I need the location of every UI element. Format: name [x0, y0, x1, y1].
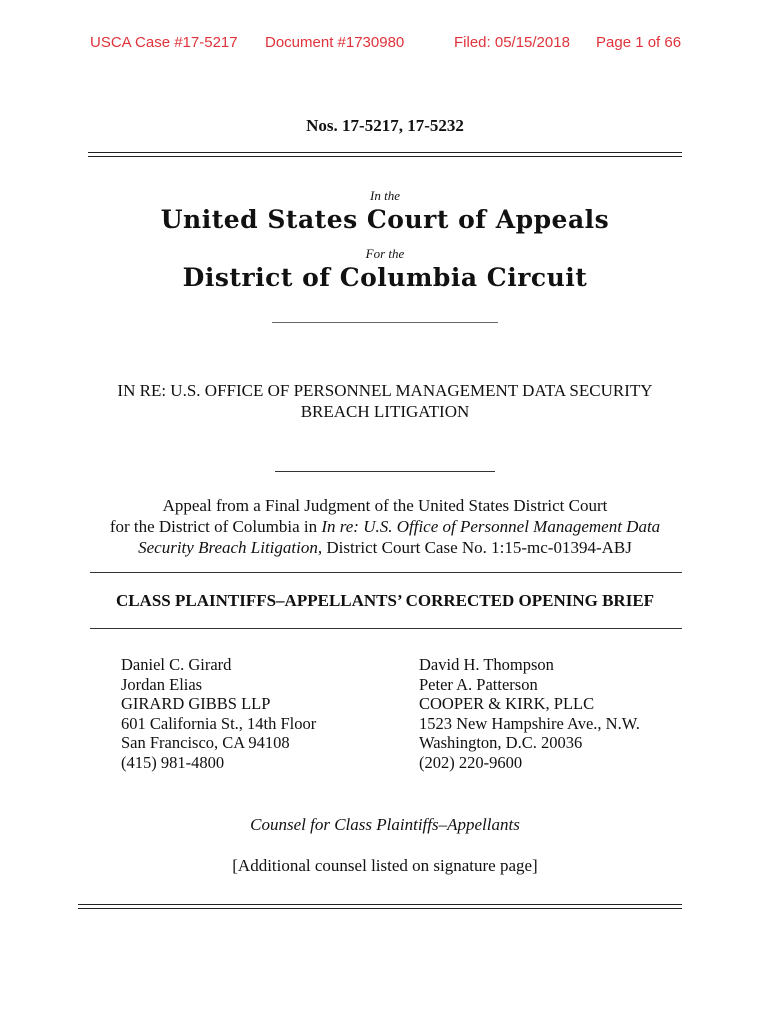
counsel-right-line: (202) 220-9600 — [419, 752, 523, 772]
filed-date-header: Filed: 05/15/2018 — [454, 34, 570, 51]
counsel-left-line: (415) 981-4800 — [121, 752, 225, 772]
appeal-statement — [0, 495, 770, 558]
in-the-label: In the — [370, 188, 400, 203]
additional-counsel-note: [Additional counsel listed on signature page] — [232, 856, 538, 875]
counsel-left-line: 601 California St., 14th Floor — [121, 713, 317, 733]
court-name: United States Court of Appeals — [160, 205, 610, 234]
counsel-for: Counsel for Class Plaintiffs–Appellants — [250, 815, 520, 834]
counsel-block-right — [419, 655, 640, 772]
brief-title-bottom-rule — [90, 628, 682, 629]
counsel-right-line: David H. Thompson — [419, 655, 554, 674]
case-number-header: USCA Case #17-5217 — [90, 34, 238, 51]
counsel-right-line: 1523 New Hampshire Ave., N.W. — [419, 713, 640, 733]
bottom-double-rule — [78, 904, 682, 909]
appeal-line-2: for the District of Columbia in In re: U.S. Office of Personnel Management Data — [109, 517, 661, 536]
case-numbers: Nos. 17-5217, 17-5232 — [306, 116, 464, 135]
counsel-left-line: San Francisco, CA 94108 — [121, 733, 290, 752]
circuit-name: District of Columbia Circuit — [182, 263, 588, 292]
caption-line-1: IN RE: U.S. OFFICE OF PERSONNEL MANAGEMENT DATA SECURITY — [117, 381, 653, 400]
counsel-right-line: Peter A. Patterson — [419, 674, 538, 694]
for-the-label: For the — [365, 246, 405, 261]
caption-underline — [275, 471, 495, 472]
page-count-header: Page 1 of 66 — [596, 34, 682, 51]
counsel-left-line: Jordan Elias — [121, 674, 203, 694]
counsel-block-left — [121, 655, 316, 772]
court-underline — [272, 322, 498, 323]
document-number-header: Document #1730980 — [265, 34, 405, 51]
top-double-rule — [88, 152, 682, 157]
brief-title: CLASS PLAINTIFFS–APPELLANTS’ CORRECTED OPENING BRIEF — [115, 591, 655, 610]
counsel-left-line: GIRARD GIBBS LLP — [121, 694, 271, 713]
counsel-left-line: Daniel C. Girard — [121, 655, 232, 674]
counsel-right-line: COOPER & KIRK, PLLC — [419, 694, 595, 713]
brief-title-top-rule — [90, 572, 682, 573]
counsel-right-line: Washington, D.C. 20036 — [419, 733, 583, 752]
appeal-line-1: Appeal from a Final Judgment of the United States District Court — [162, 496, 608, 515]
appeal-line-3: Security Breach Litigation, District Court Case No. 1:15-mc-01394-ABJ — [138, 538, 632, 557]
caption-line-2: BREACH LITIGATION — [300, 402, 470, 421]
case-caption — [0, 380, 770, 422]
